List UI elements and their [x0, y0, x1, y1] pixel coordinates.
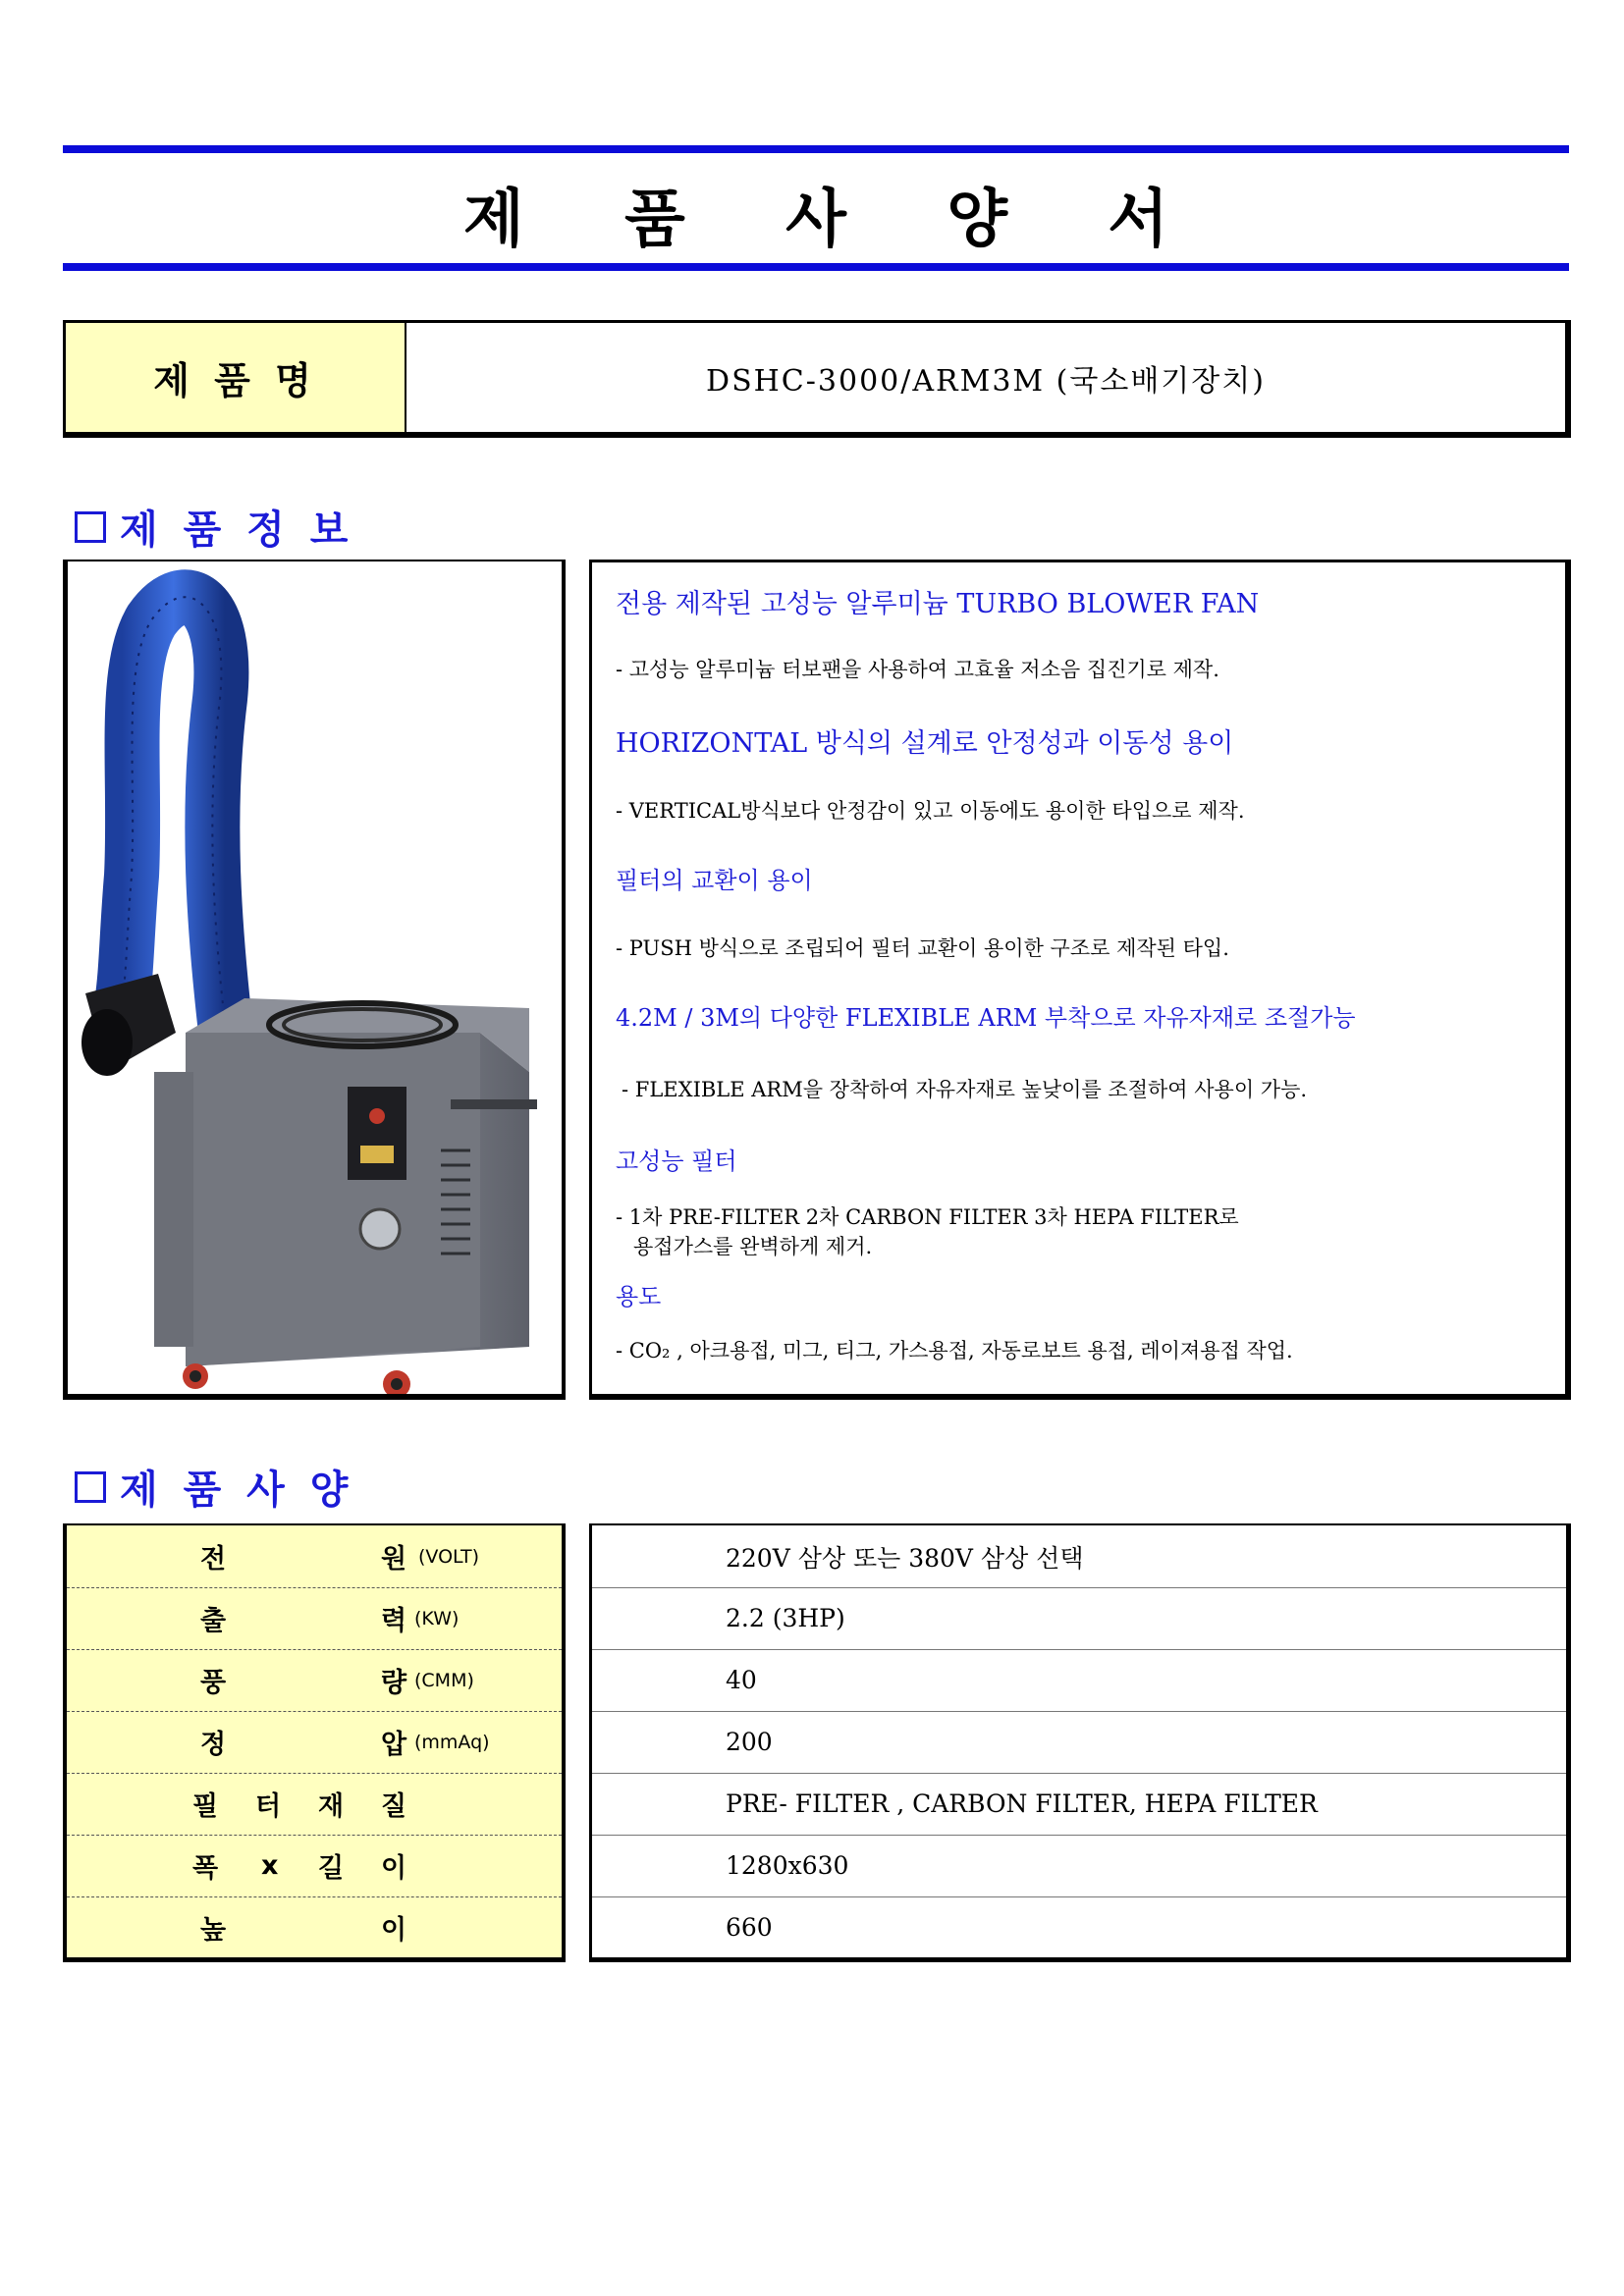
feature-heading: 용도 — [616, 1283, 662, 1310]
spec-label-char: 출 — [200, 1606, 227, 1636]
spec-value: PRE- FILTER , CARBON FILTER, HEPA FILTER — [726, 1789, 1318, 1818]
spec-value: 2.2 (3HP) — [726, 1604, 845, 1632]
spec-unit: (KW) — [414, 1607, 460, 1629]
spec-value: 40 — [726, 1666, 757, 1694]
section-heading-info — [75, 499, 353, 555]
spec-value-row — [592, 1711, 1566, 1774]
product-name-label: 제 품 명 — [66, 323, 406, 432]
spec-label-row — [67, 1773, 562, 1836]
feature-description: - VERTICAL방식보다 안정감이 있고 이동에도 용이한 타입으로 제작. — [616, 799, 1245, 823]
spec-label-char: 높 — [200, 1915, 227, 1946]
spec-value: 200 — [726, 1728, 773, 1756]
feature-description-cont: 용접가스를 완벽하게 제거. — [633, 1235, 873, 1258]
feature-description: - CO₂ , 아크용접, 미그, 티그, 가스용접, 자동로보트 용접, 레이져용접 작업. — [616, 1339, 1293, 1362]
spec-value-row — [592, 1587, 1566, 1650]
feature-heading: HORIZONTAL 방식의 설계로 안정성과 이동성 용이 — [616, 728, 1234, 759]
feature-item — [616, 1142, 737, 1176]
checkbox-square-icon — [75, 1471, 106, 1503]
feature-item — [616, 794, 1245, 828]
spec-label-row — [67, 1896, 562, 1958]
product-name-value: DSHC-3000/ARM3M (국소배기장치) — [706, 363, 1266, 399]
feature-item — [622, 1073, 1307, 1106]
product-image-panel — [63, 560, 566, 1400]
feature-list-panel — [589, 560, 1571, 1400]
spec-label-char: 터 — [255, 1791, 282, 1822]
spec-value-row — [592, 1525, 1566, 1588]
feature-description: - PUSH 방식으로 조립되어 필터 교환이 용이한 구조로 제작된 타입. — [616, 936, 1229, 960]
feature-item — [616, 1277, 661, 1311]
spec-label-row — [67, 1711, 562, 1774]
spec-unit: (mmAq) — [414, 1731, 490, 1753]
spec-label-row — [67, 1525, 562, 1588]
spec-value-row — [592, 1649, 1566, 1712]
feature-item — [616, 721, 1233, 760]
feature-item — [616, 653, 1219, 686]
spec-label-row — [67, 1587, 562, 1650]
spec-label-char: 이 — [381, 1853, 407, 1884]
spec-label-char: 폭 — [192, 1853, 219, 1884]
spec-label-char: 전 — [200, 1544, 227, 1575]
checkbox-square-icon — [75, 511, 106, 543]
spec-label-char: x — [261, 1850, 279, 1881]
spec-label-char: 정 — [200, 1730, 227, 1760]
feature-item — [616, 932, 1229, 965]
spec-label-char: 원 — [381, 1544, 407, 1575]
spec-value-row — [592, 1835, 1566, 1897]
spec-label-char: 질 — [381, 1791, 407, 1822]
feature-heading: 필터의 교환이 용이 — [616, 867, 813, 894]
spec-value: 1280x630 — [726, 1851, 849, 1880]
feature-item — [616, 1334, 1293, 1367]
spec-label-row — [67, 1835, 562, 1897]
header-rule-bottom — [63, 263, 1569, 271]
spec-unit: (CMM) — [414, 1669, 474, 1691]
feature-item — [616, 582, 1259, 620]
feature-description: - 1차 PRE-FILTER 2차 CARBON FILTER 3차 HEPA FILTER로 — [616, 1205, 1239, 1229]
section-title: 제 품 사 양 — [120, 1468, 354, 1513]
spec-label-char: 재 — [318, 1791, 345, 1822]
section-heading-spec — [75, 1459, 353, 1515]
feature-item — [616, 1201, 1239, 1259]
spec-label-char: 필 — [192, 1791, 219, 1822]
spec-label-column — [63, 1523, 566, 1962]
product-name-box — [63, 320, 1571, 438]
feature-description: - FLEXIBLE ARM을 장착하여 자유자재로 높낮이를 조절하여 사용이 가능. — [622, 1078, 1308, 1101]
document-title: 제 품 사 양 서 — [462, 184, 1209, 256]
feature-heading: 4.2M / 3M의 다양한 FLEXIBLE ARM 부착으로 자유자재로 조절가능 — [616, 1004, 1356, 1032]
header-rule-top — [63, 145, 1569, 153]
spec-label-char: 력 — [381, 1606, 407, 1636]
feature-item — [616, 998, 1356, 1033]
spec-value: 220V 삼상 또는 380V 삼상 선택 — [726, 1543, 1084, 1573]
spec-label-char: 이 — [381, 1915, 407, 1946]
dust-collector-image — [68, 561, 562, 1394]
spec-label-char: 길 — [318, 1853, 345, 1884]
spec-value-row — [592, 1773, 1566, 1836]
feature-item — [616, 861, 813, 895]
spec-label-char: 압 — [381, 1730, 407, 1760]
spec-value: 660 — [726, 1913, 773, 1942]
feature-heading: 고성능 필터 — [616, 1148, 737, 1175]
spec-value-row — [592, 1896, 1566, 1958]
feature-description: - 고성능 알루미늄 터보팬을 사용하여 고효율 저소음 집진기로 제작. — [616, 658, 1219, 681]
spec-label-char: 량 — [381, 1668, 407, 1698]
spec-label-char: 풍 — [200, 1668, 227, 1698]
spec-value-column — [589, 1523, 1571, 1962]
spec-label-row — [67, 1649, 562, 1712]
feature-heading: 전용 제작된 고성능 알루미늄 TURBO BLOWER FAN — [616, 589, 1260, 619]
spec-unit: (VOLT) — [418, 1545, 480, 1568]
section-title: 제 품 정 보 — [120, 507, 354, 553]
